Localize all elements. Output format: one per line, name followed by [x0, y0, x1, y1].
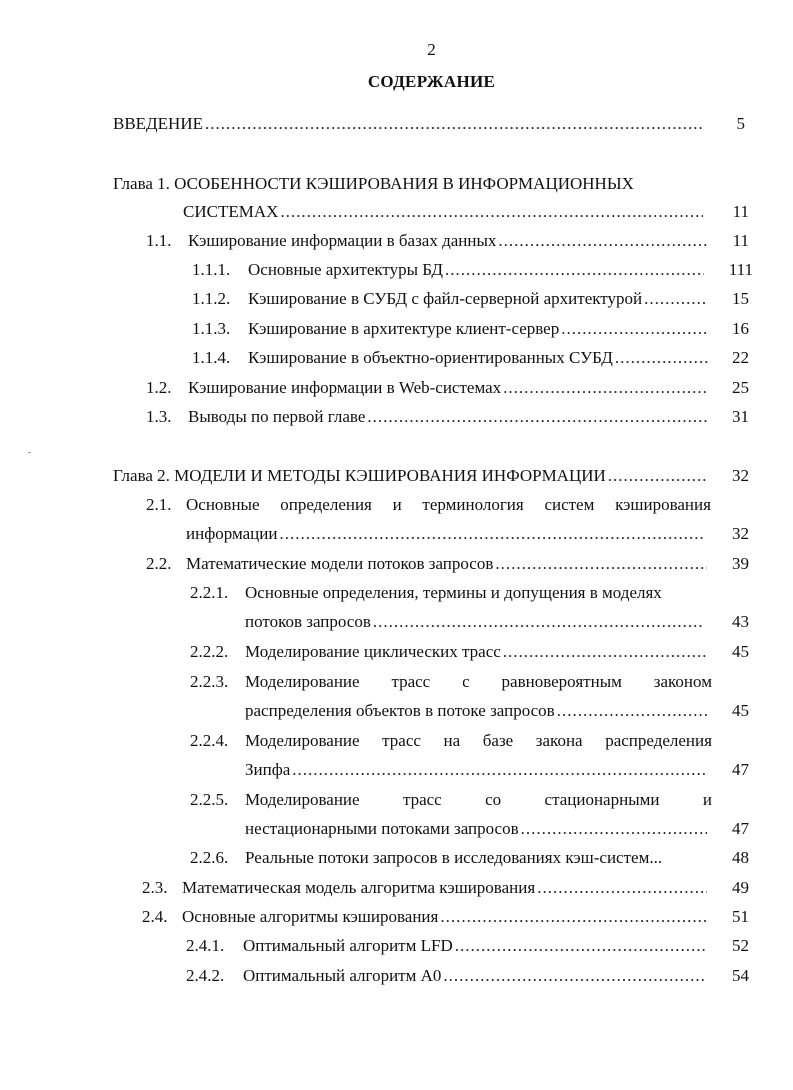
word: Моделирование	[245, 731, 360, 750]
toc-entry-1-1-2[interactable]	[192, 287, 710, 311]
toc-entry-2-2-3-line2[interactable]	[245, 699, 709, 723]
word: законом	[653, 672, 712, 691]
entry-text: Глава 1. ОСОБЕННОСТИ КЭШИРОВАНИЯ В ИНФОРМАЦИОННЫХ	[113, 174, 634, 193]
toc-chapter-1-line1[interactable]	[113, 172, 713, 196]
leader-dots	[205, 112, 703, 136]
toc-entry-2-2-4-line1[interactable]	[190, 729, 712, 753]
toc-entry-1-1[interactable]	[146, 229, 709, 253]
toc-entry-2-1-line2[interactable]	[186, 522, 705, 546]
entry-text: Оптимальный алгоритм LFD	[243, 936, 453, 955]
entry-number: 1.1.1.	[192, 260, 231, 279]
entry-text: Выводы по первой главе	[188, 407, 366, 426]
word: на	[443, 731, 461, 750]
toc-entry-1-3[interactable]	[146, 405, 709, 429]
toc-entry-2-4-2[interactable]	[186, 964, 709, 988]
leader-dots	[280, 200, 703, 224]
word: кэширования	[615, 495, 711, 514]
leader-dots	[367, 405, 707, 429]
entry-page: 45	[732, 642, 749, 661]
entry-number: 1.2.	[146, 378, 172, 397]
word: терминология	[422, 495, 524, 514]
page-number: 2	[427, 40, 436, 59]
entry-number: 2.2.5.	[190, 790, 229, 809]
word: равновероятным	[501, 672, 622, 691]
toc-chapter-2[interactable]	[113, 464, 709, 488]
toc-entry-2-2-4-line2[interactable]	[245, 758, 709, 782]
toc-chapter-1-line2[interactable]	[183, 200, 705, 224]
entry-text: Основные архитектуры БД	[248, 260, 444, 279]
leader-dots	[503, 376, 707, 400]
entry-page: 45	[732, 701, 749, 720]
word: Основные	[186, 495, 260, 514]
leader-dots	[279, 522, 703, 546]
entry-page: 49	[732, 878, 749, 897]
entry-number: 2.4.	[142, 907, 168, 926]
entry-text: Моделирование циклических трасс	[245, 642, 501, 661]
toc-entry-1-1-3[interactable]	[192, 317, 710, 341]
leader-dots	[498, 229, 707, 253]
word: Моделирование	[245, 672, 360, 691]
word: систем	[544, 495, 595, 514]
entry-page: 11	[732, 231, 749, 250]
entry-text: Математические модели потоков запросов	[186, 554, 494, 573]
toc-entry-1-2[interactable]	[146, 376, 709, 400]
toc-entry-2-2-5-line2[interactable]	[245, 817, 709, 841]
entry-number: 1.3.	[146, 407, 172, 426]
toc-entry-1-1-1[interactable]	[192, 258, 706, 282]
entry-page: 15	[732, 289, 749, 308]
word: определения	[280, 495, 372, 514]
toc-entry-2-3[interactable]	[142, 876, 709, 900]
toc-title: СОДЕРЖАНИЕ	[367, 72, 496, 91]
entry-text: потоков запросов	[245, 612, 371, 631]
leader-dots	[373, 610, 703, 634]
leader-dots	[561, 317, 708, 341]
entry-page: 52	[732, 936, 749, 955]
entry-text: ВВЕДЕНИЕ	[113, 114, 203, 133]
entry-number: 1.1.2.	[192, 289, 231, 308]
leader-dots	[537, 876, 707, 900]
entry-number: 2.2.6.	[190, 848, 229, 867]
leader-dots	[445, 258, 704, 282]
leader-dots	[503, 640, 707, 664]
entry-number: 2.2.2.	[190, 642, 229, 661]
leader-dots	[455, 934, 707, 958]
entry-page: 111	[728, 260, 753, 279]
toc-entry-2-1-line1[interactable]	[146, 493, 711, 517]
entry-number: 2.2.1.	[190, 583, 229, 602]
leader-dots	[521, 817, 707, 841]
toc-entry-2-2-5-line1[interactable]	[190, 788, 712, 812]
entry-page: 43	[732, 612, 749, 631]
entry-text: распределения объектов в потоке запросов	[245, 701, 555, 720]
scan-speck	[28, 452, 31, 453]
word: трасс	[391, 672, 431, 691]
leader-dots	[608, 464, 707, 488]
entry-text: СИСТЕМАХ	[183, 202, 279, 221]
entry-page: 32	[732, 466, 749, 485]
entry-page: 16	[732, 319, 749, 338]
toc-entry-2-2-2[interactable]	[190, 640, 709, 664]
entry-page: 11	[732, 202, 749, 221]
entry-page: 31	[732, 407, 749, 426]
entry-number: 1.1.3.	[192, 319, 231, 338]
entry-number: 1.1.	[146, 231, 172, 250]
word: трасс	[402, 790, 442, 809]
leader-dots	[644, 287, 708, 311]
entry-text: информации	[186, 524, 278, 543]
leader-dots	[615, 346, 708, 370]
toc-entry-2-2-3-line1[interactable]	[190, 670, 712, 694]
entry-text: Основные алгоритмы кэширования	[182, 907, 439, 926]
entry-page: 48	[732, 848, 749, 867]
entry-text: Глава 2. МОДЕЛИ И МЕТОДЫ КЭШИРОВАНИЯ ИНФОРМАЦИИ	[113, 466, 606, 485]
entry-page: 32	[732, 524, 749, 543]
toc-entry-1-1-4[interactable]	[192, 346, 710, 370]
entry-text-justified	[186, 493, 711, 517]
entry-page: 22	[732, 348, 749, 367]
toc-entry-2-2-1-line2[interactable]	[245, 610, 705, 634]
toc-entry-intro[interactable]	[113, 112, 705, 136]
entry-number: 2.2.	[146, 554, 172, 573]
entry-text: Кэширование информации в базах данных	[188, 231, 497, 250]
entry-number: 2.4.2.	[186, 966, 225, 985]
entry-text: Кэширование в архитектуре клиент-сервер	[248, 319, 560, 338]
toc-entry-2-2-1-line1[interactable]	[190, 581, 712, 605]
entry-page: 47	[732, 760, 749, 779]
word: базе	[482, 731, 514, 750]
toc-entry-2-4[interactable]	[142, 905, 709, 929]
leader-dots	[440, 905, 707, 929]
leader-dots	[557, 699, 707, 723]
entry-text: Кэширование в СУБД с файл-серверной архитектурой	[248, 289, 643, 308]
entry-text: Математическая модель алгоритма кэширования	[182, 878, 536, 897]
entry-number: 1.1.4.	[192, 348, 231, 367]
word: трасс	[382, 731, 421, 750]
word: и	[392, 495, 402, 514]
entry-number: 2.2.3.	[190, 672, 229, 691]
word: со	[485, 790, 502, 809]
toc-entry-2-2-6[interactable]	[190, 846, 712, 870]
entry-text-justified	[245, 788, 712, 812]
entry-text: Зипфа	[245, 760, 291, 779]
word: с	[462, 672, 470, 691]
word: стационарными	[544, 790, 660, 809]
word: и	[702, 790, 712, 809]
toc-entry-2-4-1[interactable]	[186, 934, 709, 958]
entry-number: 2.3.	[142, 878, 168, 897]
entry-text: Основные определения, термины и допущения в моделях	[245, 583, 662, 602]
word: распределения	[605, 731, 712, 750]
entry-number: 2.2.4.	[190, 731, 229, 750]
entry-text-justified	[245, 729, 712, 753]
entry-text: Кэширование информации в Web-системах	[188, 378, 502, 397]
entry-text: нестационарными потоками запросов	[245, 819, 519, 838]
word: Моделирование	[245, 790, 360, 809]
entry-page: 51	[732, 907, 749, 926]
entry-number: 2.4.1.	[186, 936, 225, 955]
entry-page: 25	[732, 378, 749, 397]
entry-text-justified	[245, 670, 712, 694]
entry-text: Оптимальный алгоритм A0	[243, 966, 442, 985]
entry-page: 39	[732, 554, 749, 573]
word: закона	[535, 731, 583, 750]
leader-dots	[495, 552, 707, 576]
leader-dots	[443, 964, 707, 988]
entry-text: Кэширование в объектно-ориентированных СУБД	[248, 348, 613, 367]
leader-dots	[292, 758, 707, 782]
toc-entry-2-2[interactable]	[146, 552, 709, 576]
entry-number: 2.1.	[146, 495, 172, 514]
entry-page: 5	[736, 114, 745, 133]
entry-page: 47	[732, 819, 749, 838]
entry-page: 54	[732, 966, 749, 985]
entry-text: Реальные потоки запросов в исследованиях кэш-систем...	[245, 848, 663, 867]
